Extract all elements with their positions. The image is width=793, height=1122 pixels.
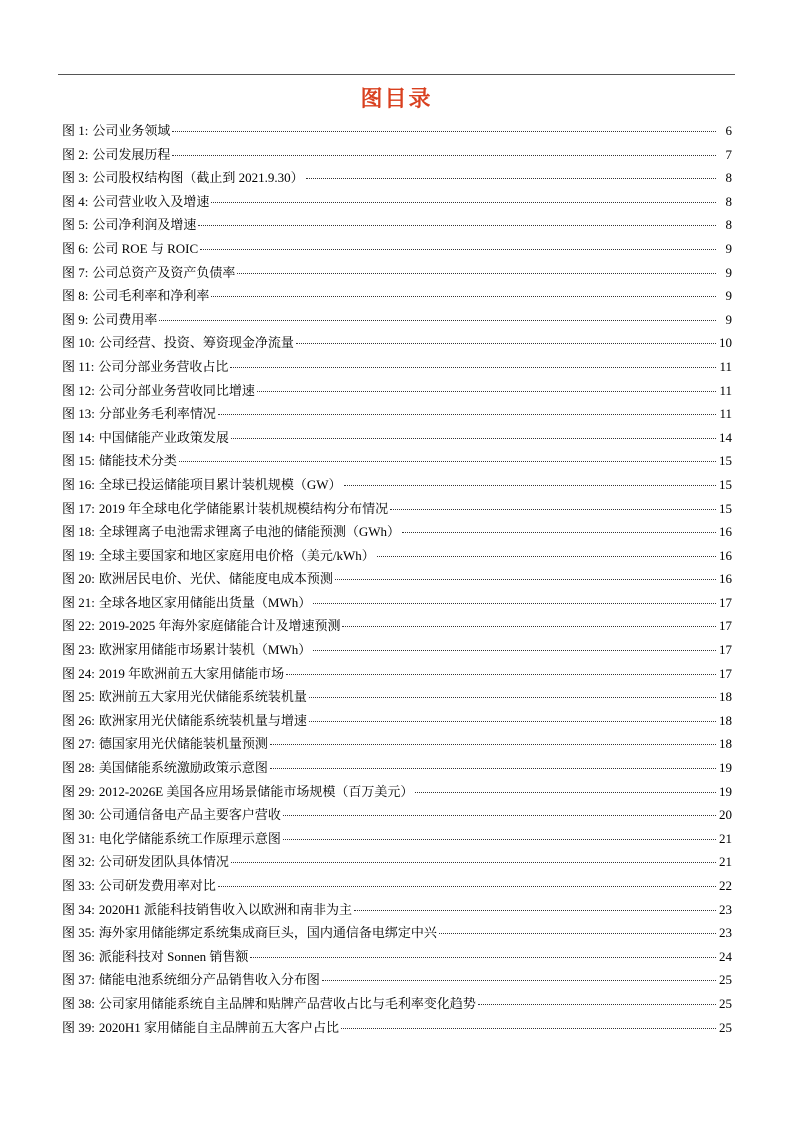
dot-leader [313, 650, 716, 651]
toc-entry-text: 分部业务毛利率情况 [98, 406, 216, 422]
dot-leader [354, 910, 716, 911]
toc-entry-text: 公司通信备电产品主要客户营收 [98, 807, 281, 823]
toc-entry-page: 17 [719, 665, 732, 681]
toc-entry-label [62, 850, 229, 874]
toc-entry-page: 11 [719, 358, 732, 374]
toc-entry-number: 图 16: [62, 476, 95, 492]
toc-entry-text: 派能科技对 Sonnen 销售额 [98, 948, 249, 964]
toc-entry-number: 图 26: [62, 712, 95, 728]
toc-entry[interactable] [62, 119, 732, 143]
toc-entry-page: 16 [719, 547, 732, 563]
toc-entry-text: 公司股权结构图（截止到 2021.9.30） [92, 170, 304, 186]
dot-leader [270, 744, 716, 745]
dot-leader [309, 721, 716, 722]
toc-entry-number: 图 19: [62, 547, 95, 563]
toc-entry-page: 8 [725, 217, 732, 233]
toc-entry-label [62, 732, 268, 756]
toc-entry-number: 图 15: [62, 453, 95, 469]
toc-entry-page: 8 [725, 170, 732, 186]
toc-entry-label [62, 119, 170, 143]
toc-entry-number: 图 35: [62, 925, 95, 941]
toc-entry-number: 图 23: [62, 642, 95, 658]
toc-entry[interactable] [62, 898, 732, 922]
toc-entry[interactable] [62, 379, 732, 403]
toc-entry[interactable] [62, 355, 732, 379]
toc-entry-number: 图 30: [62, 807, 95, 823]
toc-entry[interactable] [62, 992, 732, 1016]
toc-entry-number: 图 39: [62, 1019, 95, 1035]
dot-leader [179, 461, 716, 462]
toc-entry[interactable] [62, 945, 732, 969]
toc-entry-label [62, 261, 235, 285]
toc-entry-label [62, 166, 304, 190]
toc-entry-number: 图 33: [62, 878, 95, 893]
toc-entry-text: 储能电池系统细分产品销售收入分布图 [98, 972, 320, 988]
toc-entry-page: 11 [719, 382, 732, 398]
toc-entry-text: 公司发展历程 [92, 146, 171, 162]
toc-entry-number: 图 2: [62, 146, 89, 162]
toc-entry-text: 公司毛利率和净利率 [92, 288, 210, 304]
toc-entry[interactable] [62, 968, 732, 992]
dot-leader [341, 1028, 716, 1029]
toc-entry-text: 公司分部业务营收占比 [98, 358, 229, 374]
toc-entry-label [62, 284, 209, 308]
dot-leader [218, 886, 716, 887]
toc-entry-label [62, 331, 294, 355]
toc-entry-number: 图 24: [62, 665, 95, 681]
dot-leader [415, 792, 716, 793]
toc-entry-text: 2019 年欧洲前五大家用储能市场 [98, 665, 285, 681]
toc-entry-page: 25 [719, 995, 732, 1011]
toc-entry-number: 图 13: [62, 406, 95, 422]
dot-leader [172, 131, 716, 132]
toc-entry-text: 全球各地区家用储能出货量（MWh） [98, 594, 312, 610]
dot-leader [172, 155, 716, 156]
toc-entry-number: 图 11: [62, 358, 95, 374]
toc-entry-number: 图 3: [62, 170, 89, 186]
toc-entry-number: 图 28: [62, 760, 95, 776]
dot-leader [198, 225, 716, 226]
toc-entry-page: 9 [725, 311, 732, 327]
toc-entry-text: 中国储能产业政策发展 [98, 429, 229, 445]
dot-leader [211, 202, 716, 203]
toc-entry[interactable] [62, 591, 732, 615]
toc-entry-page: 17 [719, 642, 732, 658]
toc-entry-label [62, 921, 437, 945]
toc-entry-page: 20 [719, 807, 732, 823]
dot-leader [237, 273, 716, 274]
toc-entry-number: 图 38: [62, 995, 95, 1011]
toc-entry-text: 2012-2026E 美国各应用场景储能市场规模（百万美元） [98, 783, 414, 799]
dot-leader [313, 603, 716, 604]
toc-entry-label [62, 237, 198, 261]
dot-leader [231, 862, 716, 863]
toc-entry-text: 公司经营、投资、筹资现金净流量 [98, 335, 294, 351]
toc-entry-number: 图 6: [62, 240, 89, 256]
toc-entry-text: 公司营业收入及增速 [92, 193, 210, 209]
toc-entry[interactable] [62, 850, 732, 874]
toc-list [62, 119, 732, 1039]
toc-entry[interactable] [62, 308, 732, 332]
toc-entry[interactable] [62, 614, 732, 638]
toc-entry-page: 17 [719, 618, 732, 634]
toc-entry-page: 24 [719, 948, 732, 964]
dot-leader [306, 178, 716, 179]
toc-entry-page: 19 [719, 760, 732, 776]
toc-entry-number: 图 9: [62, 311, 89, 327]
toc-entry-label [62, 803, 281, 827]
toc-entry-text: 2019 年全球电化学储能累计装机规模结构分布情况 [98, 500, 389, 516]
toc-entry[interactable] [62, 143, 732, 167]
toc-entry[interactable] [62, 449, 732, 473]
toc-entry-text: 欧洲家用光伏储能系统装机量与增速 [98, 712, 307, 728]
dot-leader [439, 933, 716, 934]
toc-entry-text: 全球主要国家和地区家庭用电价格（美元/kWh） [98, 547, 375, 563]
toc-entry-text: 欧洲居民电价、光伏、储能度电成本预测 [98, 571, 333, 587]
dot-leader [478, 1004, 716, 1005]
toc-entry-number: 图 17: [62, 500, 95, 516]
toc-entry-page: 16 [719, 524, 732, 540]
dot-leader [309, 697, 716, 698]
toc-entry[interactable] [62, 426, 732, 450]
toc-entry-number: 图 27: [62, 736, 95, 752]
toc-entry-number: 图 12: [62, 382, 95, 398]
toc-entry-page: 25 [719, 1019, 732, 1035]
toc-entry-page: 14 [719, 429, 732, 445]
toc-entry-page: 15 [719, 476, 732, 492]
toc-entry[interactable] [62, 190, 732, 214]
dot-leader [270, 768, 716, 769]
toc-entry-label [62, 1016, 339, 1040]
dot-leader [283, 815, 716, 816]
toc-entry-text: 2020H1 派能科技销售收入以欧洲和南非为主 [98, 901, 353, 917]
toc-entry[interactable] [62, 331, 732, 355]
toc-entry-page: 18 [719, 712, 732, 728]
toc-entry-number: 图 7: [62, 264, 89, 280]
toc-entry-text: 欧洲家用储能市场累计装机（MWh） [98, 642, 312, 658]
dot-leader [335, 579, 716, 580]
toc-entry[interactable] [62, 261, 732, 285]
toc-entry-number: 图 22: [62, 618, 95, 634]
toc-entry[interactable] [62, 213, 732, 237]
toc-entry-label [62, 355, 228, 379]
toc-entry-text: 公司总资产及资产负债率 [92, 264, 236, 280]
toc-entry-text: 公司净利润及增速 [92, 217, 197, 233]
toc-entry[interactable] [62, 803, 732, 827]
toc-entry-page: 10 [719, 335, 732, 351]
toc-entry-page: 6 [725, 123, 732, 138]
toc-entry-page: 21 [719, 830, 732, 846]
toc-entry-page: 9 [725, 288, 732, 304]
toc-entry-number: 图 1: [62, 123, 89, 138]
toc-entry-number: 图 5: [62, 217, 89, 233]
dot-leader [230, 367, 716, 368]
toc-entry-number: 图 10: [62, 335, 95, 351]
toc-entry-label [62, 685, 307, 709]
toc-entry[interactable] [62, 237, 732, 261]
toc-entry-page: 19 [719, 783, 732, 799]
dot-leader [231, 438, 716, 439]
toc-entry-page: 18 [719, 736, 732, 752]
toc-entry-label [62, 449, 177, 473]
toc-entry-page: 17 [719, 594, 732, 610]
toc-entry-label [62, 662, 284, 686]
toc-entry-page: 16 [719, 571, 732, 587]
toc-entry[interactable] [62, 402, 732, 426]
toc-entry-number: 图 36: [62, 948, 95, 964]
dot-leader [211, 296, 716, 297]
toc-entry[interactable] [62, 780, 732, 804]
toc-entry[interactable] [62, 685, 732, 709]
toc-entry[interactable] [62, 166, 732, 190]
toc-entry-text: 公司研发费用率对比 [98, 878, 216, 893]
toc-entry-label [62, 402, 216, 426]
toc-entry-label [62, 190, 209, 214]
toc-entry-number: 图 25: [62, 689, 95, 705]
toc-entry-label [62, 709, 307, 733]
dot-leader [390, 509, 716, 510]
toc-entry-text: 电化学储能系统工作原理示意图 [98, 830, 281, 846]
toc-entry-text: 2019-2025 年海外家庭储能合计及增速预测 [98, 618, 341, 634]
toc-entry-page: 9 [725, 240, 732, 256]
toc-entry-label [62, 473, 342, 497]
toc-entry-page: 11 [719, 406, 732, 422]
toc-entry-text: 德国家用光伏储能装机量预测 [98, 736, 268, 752]
toc-entry-number: 图 14: [62, 429, 95, 445]
toc-entry[interactable] [62, 874, 732, 898]
toc-entry-label [62, 638, 311, 662]
toc-entry-number: 图 34: [62, 901, 95, 917]
dot-leader [296, 343, 716, 344]
dot-leader [344, 485, 716, 486]
toc-entry-text: 公司分部业务营收同比增速 [98, 382, 255, 398]
dot-leader [283, 839, 716, 840]
dot-leader [218, 414, 716, 415]
toc-entry-text: 公司家用储能系统自主品牌和贴牌产品营收占比与毛利率变化趋势 [98, 995, 476, 1011]
toc-entry-number: 图 20: [62, 571, 95, 587]
toc-entry[interactable] [62, 1016, 732, 1040]
toc-entry-page: 15 [719, 500, 732, 516]
toc-entry[interactable] [62, 544, 732, 568]
toc-entry-page: 22 [719, 878, 732, 893]
toc-entry-label [62, 992, 476, 1016]
toc-entry-text: 海外家用储能绑定系统集成商巨头，国内通信备电绑定中兴 [98, 925, 437, 941]
toc-entry-text: 储能技术分类 [98, 453, 177, 469]
toc-entry-label [62, 614, 340, 638]
toc-entry[interactable] [62, 756, 732, 780]
toc-entry-text: 全球锂离子电池需求锂离子电池的储能预测（GWh） [98, 524, 401, 540]
toc-entry-text: 公司研发团队具体情况 [98, 854, 229, 870]
toc-entry-label [62, 591, 311, 615]
dot-leader [159, 320, 716, 321]
toc-entry-number: 图 29: [62, 783, 95, 799]
toc-entry-page: 25 [719, 972, 732, 988]
toc-entry-page: 8 [725, 193, 732, 209]
toc-entry-page: 9 [725, 264, 732, 280]
toc-entry-text: 全球已投运储能项目累计装机规模（GW） [98, 476, 342, 492]
toc-entry-page: 7 [725, 146, 732, 162]
toc-entry-label [62, 780, 413, 804]
toc-entry-page: 23 [719, 901, 732, 917]
toc-entry[interactable] [62, 662, 732, 686]
toc-entry-number: 图 21: [62, 594, 95, 610]
toc-entry-number: 图 8: [62, 288, 89, 304]
dot-leader [200, 249, 716, 250]
toc-entry-label [62, 213, 196, 237]
toc-entry-text: 欧洲前五大家用光伏储能系统装机量 [98, 689, 307, 705]
toc-entry-label [62, 567, 333, 591]
toc-entry[interactable] [62, 638, 732, 662]
toc-entry-text: 公司费用率 [92, 311, 158, 327]
page-title: 图目录 [360, 87, 433, 112]
toc-entry[interactable] [62, 473, 732, 497]
dot-leader [377, 556, 716, 557]
toc-entry-label [62, 379, 255, 403]
toc-entry-label [62, 945, 248, 969]
dot-leader [257, 391, 716, 392]
dot-leader [402, 532, 716, 533]
toc-entry-text: 美国储能系统激励政策示意图 [98, 760, 268, 776]
toc-entry-label [62, 898, 352, 922]
toc-entry[interactable] [62, 497, 732, 521]
dot-leader [322, 980, 716, 981]
toc-entry-page: 15 [719, 453, 732, 469]
toc-entry[interactable] [62, 709, 732, 733]
toc-entry-number: 图 18: [62, 524, 95, 540]
toc-entry-label [62, 426, 229, 450]
toc-entry-page: 18 [719, 689, 732, 705]
toc-entry-label [62, 756, 268, 780]
toc-entry[interactable] [62, 921, 732, 945]
toc-entry-label [62, 544, 375, 568]
toc-entry-label [62, 520, 400, 544]
dot-leader [342, 626, 716, 627]
toc-entry[interactable] [62, 520, 732, 544]
toc-entry-label [62, 308, 157, 332]
toc-entry-label [62, 827, 281, 851]
toc-entry-label [62, 968, 320, 992]
toc-entry-page: 21 [719, 854, 732, 870]
toc-entry-number: 图 31: [62, 830, 95, 846]
dot-leader [250, 957, 716, 958]
toc-entry-number: 图 4: [62, 193, 89, 209]
toc-entry-page: 23 [719, 925, 732, 941]
header-rule [58, 74, 735, 75]
toc-entry-number: 图 37: [62, 972, 95, 988]
toc-entry[interactable] [62, 284, 732, 308]
toc-entry-label [62, 874, 216, 898]
toc-entry[interactable] [62, 827, 732, 851]
toc-entry-number: 图 32: [62, 854, 95, 870]
toc-entry-text: 2020H1 家用储能自主品牌前五大客户占比 [98, 1019, 340, 1035]
toc-entry-label [62, 143, 170, 167]
toc-entry-text: 公司 ROE 与 ROIC [92, 240, 199, 256]
dot-leader [286, 674, 716, 675]
toc-entry-text: 公司业务领域 [92, 123, 171, 138]
toc-entry[interactable] [62, 732, 732, 756]
toc-entry-label [62, 497, 388, 521]
toc-entry[interactable] [62, 567, 732, 591]
